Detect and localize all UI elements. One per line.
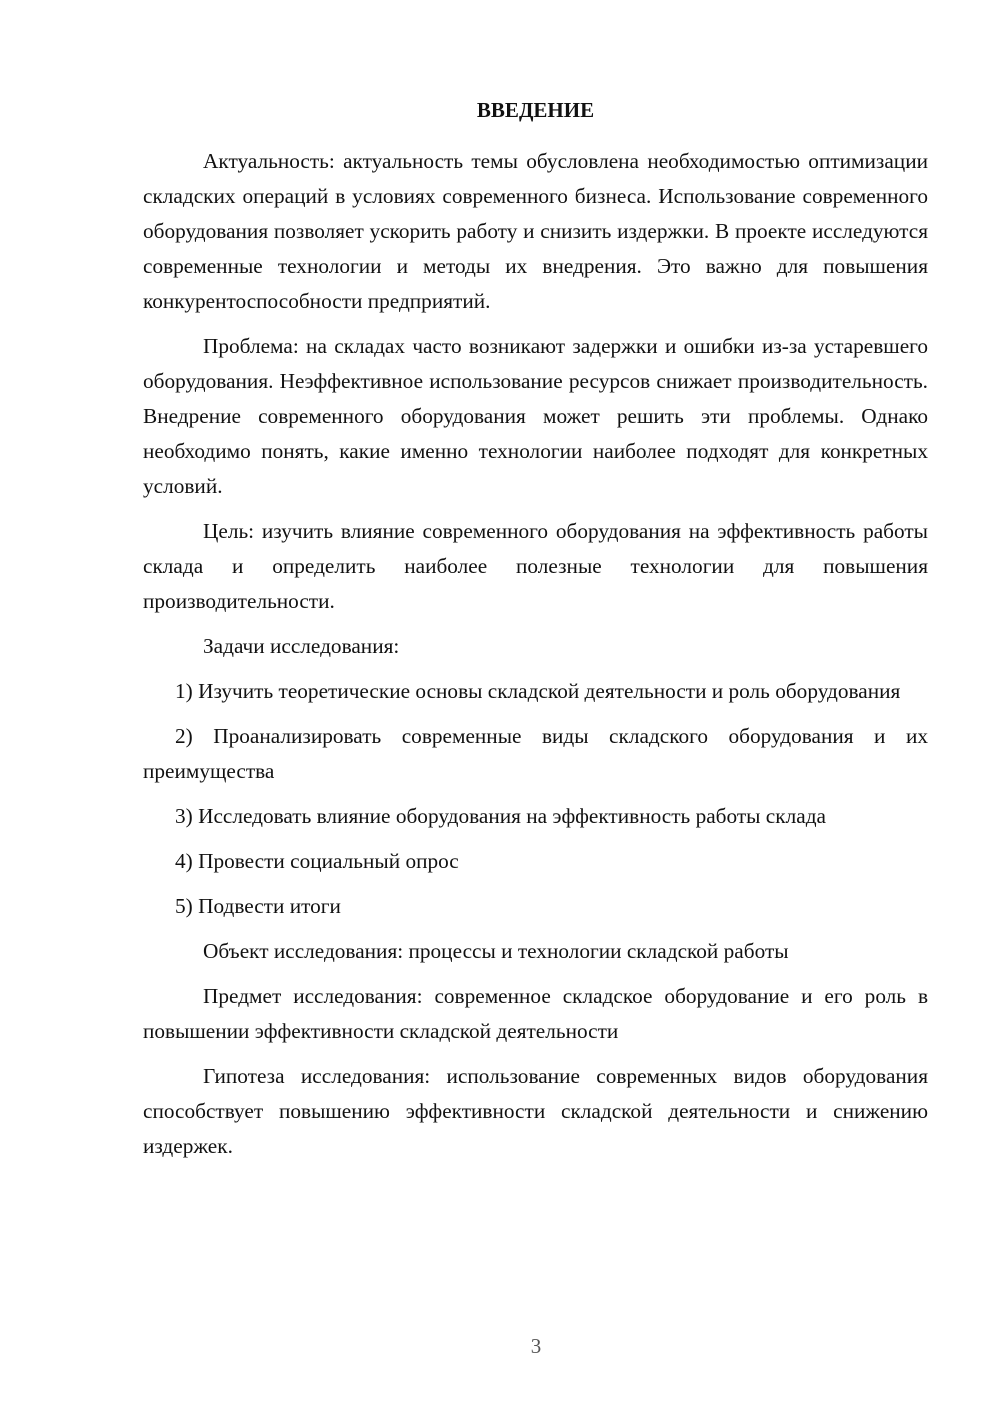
goal-paragraph: Цель: изучить влияние современного оборудования на эффективность работы склада и определить наиболее полезные технологии для повышения производительности. — [143, 519, 928, 613]
page-number: 3 — [530, 1334, 542, 1358]
problem-paragraph: Проблема: на складах часто возникают задержки и ошибки из-за устаревшего оборудования. Неэффективное использование ресурсов снижает производительность. Внедрение современного оборудования может решить эти проблемы. Однако необходимо понять, какие именно технологии наиболее подходят для конкретных условий. — [143, 334, 928, 498]
tasks-title: Задачи исследования: — [203, 634, 400, 658]
list-item: 1) Изучить теоретические основы складской деятельности и роль оборудования — [175, 679, 901, 703]
hypothesis-paragraph: Гипотеза исследования: использование современных видов оборудования способствует повышению эффективности складской деятельности и снижению издержек. — [143, 1064, 928, 1158]
tasks-list — [143, 674, 928, 924]
document-body — [143, 93, 928, 1164]
list-item: 4) Провести социальный опрос — [175, 849, 459, 873]
subject-paragraph: Предмет исследования: современное складское оборудование и его роль в повышении эффективности складской деятельности — [143, 984, 928, 1043]
page-title: ВВЕДЕНИЕ — [476, 98, 595, 122]
relevance-paragraph: Актуальность: актуальность темы обусловлена необходимостью оптимизации складских операций в условиях современного бизнеса. Использование современного оборудования позволяет ускорить работу и снизить издержки. В проекте исследуются современные технологии и методы их внедрения. Это важно для повышения конкурентоспособности предприятий. — [143, 149, 928, 313]
object-paragraph: Объект исследования: процессы и технологии складской работы — [203, 939, 789, 963]
list-item: 5) Подвести итоги — [175, 894, 341, 918]
list-item: 2) Проанализировать современные виды складского оборудования и их преимущества — [143, 724, 928, 783]
list-item: 3) Исследовать влияние оборудования на эффективность работы склада — [175, 804, 826, 828]
